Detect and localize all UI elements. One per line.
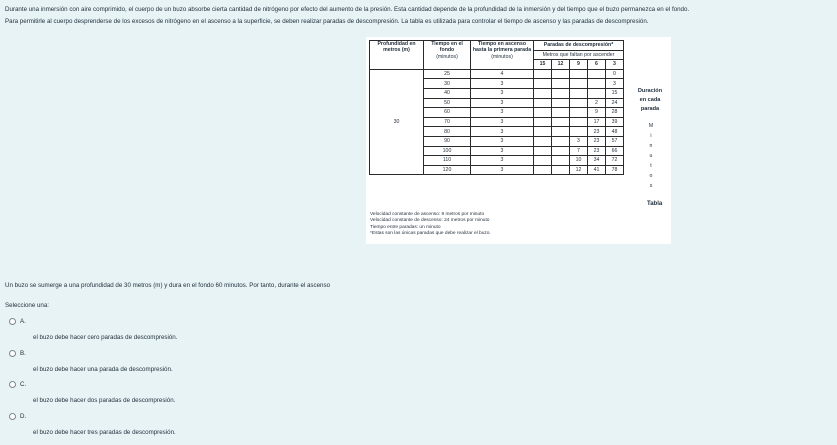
table-row (370, 69, 624, 79)
option-b-radio[interactable] (9, 350, 16, 357)
table-cell-t: 120 (424, 165, 471, 175)
table-cell-s12 (552, 69, 570, 79)
table-cell-s9 (570, 88, 588, 98)
option-b[interactable] (9, 350, 26, 357)
table-cell-s9 (570, 108, 588, 118)
table-cell-s12 (552, 79, 570, 89)
table-cell-s3: 39 (606, 117, 624, 127)
table-cell-s9: 12 (570, 165, 588, 175)
minutes-letter: i (650, 133, 652, 139)
table-cell-s6: 23 (588, 127, 606, 137)
table-cell-s6: 41 (588, 165, 606, 175)
table-cell-a: 3 (471, 127, 534, 137)
header-tiempo-unit: (minutos) (436, 53, 458, 60)
table-cell-s15 (534, 156, 552, 166)
minutes-letter: n (649, 143, 653, 149)
header-tiempo (424, 41, 471, 70)
table-cell-s15 (534, 69, 552, 79)
table-cell-s15 (534, 165, 552, 175)
table-cell-t: 40 (424, 88, 471, 98)
table-cell-s9: 3 (570, 136, 588, 146)
intro-line-1: Durante una inmersión con aire comprimido, el cuerpo de un buzo absorbe cierta cantidad de nitrógeno por efecto del aumento de la presión. Esta cantidad depende de la profundidad de la inmersión y del tiempo que el buzo permanezca en el fondo. (5, 6, 690, 13)
question-text: Un buzo se sumerge a una profundidad de 30 metros (m) y dura en el fondo 60 minutos. Por tanto, durante el ascenso (5, 282, 331, 289)
table-cell-t: 70 (424, 117, 471, 127)
decompression-table (369, 40, 624, 175)
table-cell-s12 (552, 88, 570, 98)
table-cell-s15 (534, 79, 552, 89)
table-body (370, 69, 624, 175)
table-cell-a: 3 (471, 117, 534, 127)
header-stop-3: 3 (606, 60, 624, 70)
table-cell-t: 100 (424, 146, 471, 156)
table-cell-s15 (534, 127, 552, 137)
table-cell-s6: 9 (588, 108, 606, 118)
table-cell-s6 (588, 69, 606, 79)
table-cell-s12 (552, 117, 570, 127)
table-cell-s6: 34 (588, 156, 606, 166)
duration-label: Duración en cada parada (637, 88, 663, 112)
header-tiempo-label: Tiempo en el fondo (431, 41, 463, 54)
option-c-text[interactable]: el buzo debe hacer dos paradas de descompresión. (33, 397, 176, 404)
minutes-letter: o (649, 173, 653, 179)
table-cell-a: 3 (471, 146, 534, 156)
table-cell-s3: 72 (606, 156, 624, 166)
table-cell-s15 (534, 117, 552, 127)
table-cell-a: 3 (471, 136, 534, 146)
table-cell-s3: 66 (606, 146, 624, 156)
minutes-letter: s (649, 183, 653, 189)
decompression-table-figure (366, 37, 671, 244)
option-a-radio[interactable] (9, 318, 16, 325)
table-cell-s6 (588, 79, 606, 89)
table-cell-s12 (552, 108, 570, 118)
table-cell-s3: 0 (606, 69, 624, 79)
table-cell-s9 (570, 127, 588, 137)
option-a[interactable] (9, 318, 26, 325)
table-cell-s9 (570, 69, 588, 79)
table-cell-s9 (570, 98, 588, 108)
option-d-letter: D. (20, 413, 27, 421)
table-cell-a: 4 (471, 69, 534, 79)
table-cell-s9: 7 (570, 146, 588, 156)
minutes-letter: M (648, 123, 654, 129)
header-ascenso (471, 41, 534, 70)
table-cell-s9 (570, 117, 588, 127)
header-stop-15: 15 (534, 60, 552, 70)
table-cell-s3: 48 (606, 127, 624, 137)
option-a-text[interactable]: el buzo debe hacer cero paradas de descompresión. (33, 334, 178, 341)
table-cell-s12 (552, 146, 570, 156)
table-cell-a: 3 (471, 108, 534, 118)
table-cell-t: 80 (424, 127, 471, 137)
table-cell-s6: 23 (588, 146, 606, 156)
table-cell-s12 (552, 136, 570, 146)
table-cell-s6: 2 (588, 98, 606, 108)
table-cell-t: 90 (424, 136, 471, 146)
header-ascenso-unit: (minutos) (491, 53, 513, 60)
table-cell-s15 (534, 88, 552, 98)
table-cell-a: 3 (471, 165, 534, 175)
table-cell-s12 (552, 98, 570, 108)
depth-cell: 30 (370, 69, 424, 175)
note-only-stops: *Estas son las únicas paradas que debe realizar el buzo. (370, 230, 491, 236)
table-cell-s15 (534, 136, 552, 146)
minutes-letter: u (649, 153, 653, 159)
option-a-letter: A. (20, 318, 26, 326)
table-cell-s9: 10 (570, 156, 588, 166)
select-prompt: Seleccione una: (5, 302, 50, 309)
header-paradas: Paradas de descompresión* (534, 41, 624, 51)
option-c-letter: C. (20, 381, 27, 389)
table-notes (370, 212, 491, 237)
table-cell-s15 (534, 146, 552, 156)
table-cell-t: 110 (424, 156, 471, 166)
table-cell-s3: 57 (606, 136, 624, 146)
table-cell-t: 25 (424, 69, 471, 79)
option-c-radio[interactable] (9, 381, 16, 388)
table-cell-s6 (588, 88, 606, 98)
option-d-text[interactable]: el buzo debe hacer tres paradas de descompresión. (33, 429, 176, 436)
minutes-letter: t (650, 163, 652, 169)
table-cell-a: 3 (471, 79, 534, 89)
table-cell-s3: 24 (606, 98, 624, 108)
header-metros: Metros que faltan por ascender (534, 50, 624, 60)
table-cell-t: 60 (424, 108, 471, 118)
table-cell-t: 50 (424, 98, 471, 108)
minutes-vertical-label (647, 121, 655, 191)
table-cell-s3: 3 (606, 79, 624, 89)
table-cell-t: 30 (424, 79, 471, 89)
header-stop-12: 12 (552, 60, 570, 70)
table-cell-a: 3 (471, 88, 534, 98)
table-cell-s9 (570, 79, 588, 89)
table-cell-s12 (552, 127, 570, 137)
header-stop-6: 6 (588, 60, 606, 70)
note-ascent-speed: Velocidad constante de ascenso: 9 metros por minuto (370, 212, 485, 217)
option-b-letter: B. (20, 350, 26, 358)
table-cell-s15 (534, 98, 552, 108)
header-profundidad: Profundidad en metros (m) (370, 41, 424, 70)
table-cell-s12 (552, 156, 570, 166)
table-caption: Tabla (647, 201, 663, 207)
table-cell-s3: 78 (606, 165, 624, 175)
table-cell-s6: 17 (588, 117, 606, 127)
note-stop-interval: Tiempo entre paradas: un minuto (370, 224, 441, 230)
option-d-radio[interactable] (9, 413, 16, 420)
table-cell-s12 (552, 165, 570, 175)
intro-line-2: Para permitirle al cuerpo desprenderse de los excesos de nitrógeno en el ascenso a la superficie, se deben realizar paradas de descompresión. La tabla es utilizada para controlar el tiempo de ascenso y las paradas de descompresión. (5, 18, 649, 25)
note-descent-speed: Velocidad constante de descenso: 24 metros por minuto (370, 218, 490, 224)
table-cell-a: 3 (471, 98, 534, 108)
table-cell-s3: 28 (606, 108, 624, 118)
table-cell-a: 3 (471, 156, 534, 166)
table-cell-s3: 15 (606, 88, 624, 98)
option-d[interactable] (9, 413, 26, 420)
header-ascenso-label: Tiempo en ascenso hasta la primera parada (472, 41, 532, 54)
option-c[interactable] (9, 381, 26, 388)
header-stop-9: 9 (570, 60, 588, 70)
option-b-text[interactable]: el buzo debe hacer una parada de descompresión. (33, 366, 173, 373)
table-cell-s6: 23 (588, 136, 606, 146)
intro-text (5, 4, 835, 28)
table-cell-s15 (534, 108, 552, 118)
